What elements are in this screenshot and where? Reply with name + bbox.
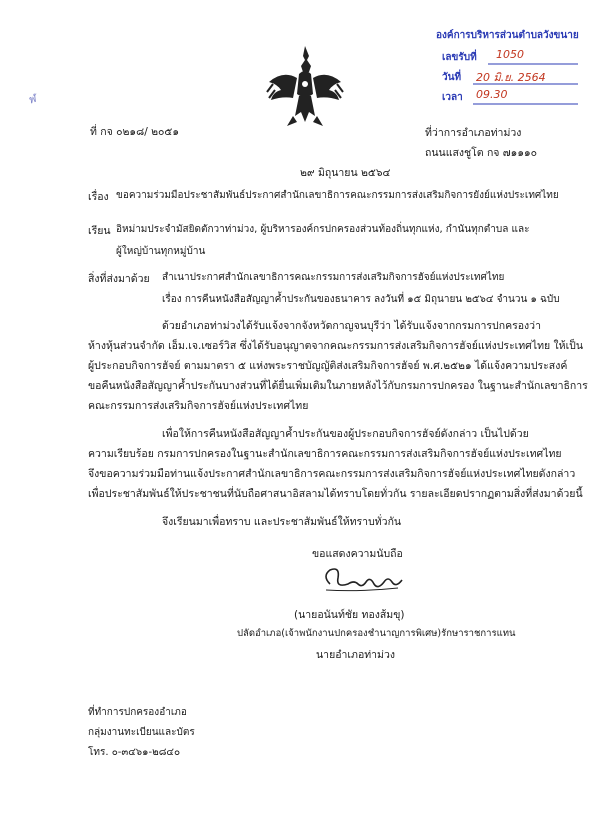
garuda-emblem-icon bbox=[263, 42, 347, 130]
body-para2-line1: เพื่อให้การคืนหนังสือสัญญาค้ำประกันของผู้ประกอบกิจการฮัจย์ดังกล่าว เป็นไปด้วย bbox=[162, 428, 529, 440]
footer-line1: ที่ทำการปกครองอำเภอ bbox=[88, 707, 187, 718]
office-address-line2: ถนนแสงชูโต กจ ๗๑๑๑๐ bbox=[425, 147, 538, 159]
body-para1-line3: ผู้ประกอบกิจการฮัจย์ ตามมาตรา ๕ แห่งพระราชบัญญัติส่งเสริมกิจการฮัจย์ พ.ศ.๒๕๒๑ ได้แจ้งความประสงค์ bbox=[88, 360, 568, 372]
signer-position1: ปลัดอำเภอ(เจ้าพนักงานปกครองชำนาญการพิเศษ)รักษาราชการแทน bbox=[237, 628, 516, 639]
office-address-line1: ที่ว่าการอำเภอท่าม่วง bbox=[425, 127, 522, 139]
addressee-line2: ผู้ใหญ่บ้านทุกหมู่บ้าน bbox=[116, 246, 206, 257]
stamp-date-label: วันที่ bbox=[442, 72, 462, 83]
body-para1-line5: คณะกรรมการส่งเสริมกิจการฮัจย์แห่งประเทศไทย bbox=[88, 400, 309, 412]
regards-text: ขอแสดงความนับถือ bbox=[312, 548, 403, 560]
body-para2-line4: เพื่อประชาสัมพันธ์ให้ประชาชนที่นับถือศาสนาอิสลามได้ทราบโดยทั่วกัน รายละเอียดปรากฏตามสิ่งที่ส่งมาด้วยนี้ bbox=[88, 488, 583, 500]
body-para1-line4: ขอคืนหนังสือสัญญาค้ำประกันบางส่วนที่ได้ยื่นเพิ่มเติมในภายหลังไว้กับกรมการปกครอง ในฐานะสำนักเลขาธิการ bbox=[88, 380, 588, 392]
stamp-office: องค์การบริหารส่วนตำบลวังขนาย bbox=[436, 30, 579, 41]
stamp-receive-no-label: เลขรับที่ bbox=[442, 52, 477, 63]
enclosure-label: สิ่งที่ส่งมาด้วย bbox=[88, 273, 150, 285]
signer-position2: นายอำเภอท่าม่วง bbox=[316, 649, 396, 661]
signer-name: (นายอนันท์ชัย ทองส้มขุ) bbox=[294, 609, 405, 621]
footer-line3: โทร. ๐-๓๔๖๑-๒๘๔๐ bbox=[88, 747, 181, 758]
signature-icon bbox=[318, 562, 408, 598]
enclosure-line2: เรื่อง การคืนหนังสือสัญญาค้ำประกันของธนาคาร ลงวันที่ ๑๕ มิถุนายน ๒๕๖๔ จำนวน ๑ ฉบับ bbox=[162, 294, 560, 305]
enclosure-line1: สำเนาประกาศสำนักเลขาธิการคณะกรรมการส่งเสริมกิจการฮัจย์แห่งประเทศไทย bbox=[162, 272, 505, 283]
margin-handwritten-mark: ฬ bbox=[26, 92, 38, 107]
document-date: ๒๙ มิถุนายน ๒๕๖๔ bbox=[300, 167, 391, 179]
addressee-label: เรียน bbox=[88, 225, 111, 237]
stamp-lines bbox=[428, 22, 596, 118]
closing-text: จึงเรียนมาเพื่อทราบ และประชาสัมพันธ์ให้ทราบทั่วกัน bbox=[162, 516, 402, 528]
body-para1-line2: ห้างหุ้นส่วนจำกัด เอ็ม.เจ.เซอร์วิส ซึ่งได้รับอนุญาตจากคณะกรรมการส่งเสริมกิจการฮัจย์แห่งประเทศไทย ให้เป็น bbox=[88, 340, 584, 352]
stamp-receive-no: 1050 bbox=[496, 48, 524, 61]
stamp-time: 09.30 bbox=[476, 88, 508, 101]
footer-line2: กลุ่มงานทะเบียนและบัตร bbox=[88, 727, 195, 738]
receipt-stamp bbox=[428, 22, 596, 118]
stamp-date: 20 มิ.ย. 2564 bbox=[476, 71, 546, 84]
document-number: ที่ กจ ๐๒๑๘/ ๒๐๕๑ bbox=[90, 126, 180, 138]
body-para2-line2: ความเรียบร้อย กรมการปกครองในฐานะสำนักเลขาธิการคณะกรรมการส่งเสริมกิจการฮัจย์แห่งประเทศไทย bbox=[88, 448, 562, 460]
body-para2-line3: จึงขอความร่วมมือท่านแจ้งประกาศสำนักเลขาธิการคณะกรรมการส่งเสริมกิจการฮัจย์แห่งประเทศไทยดังกล่าว bbox=[88, 468, 576, 480]
stamp-time-label: เวลา bbox=[442, 92, 463, 103]
subject-label: เรื่อง bbox=[88, 191, 109, 203]
addressee-line1: อิหม่ามประจำมัสยิดตักวาท่าม่วง, ผู้บริหารองค์กรปกครองส่วนท้องถิ่นทุกแห่ง, กำนันทุกตำบล และ bbox=[116, 224, 530, 235]
subject-text: ขอความร่วมมือประชาสัมพันธ์ประกาศสำนักเลขาธิการคณะกรรมการส่งเสริมกิจการยังย์แห่งประเทศไทย bbox=[116, 190, 559, 201]
body-para1-line1: ด้วยอำเภอท่าม่วงได้รับแจ้งจากจังหวัดกาญจนบุรีว่า ได้รับแจ้งจากกรมการปกครองว่า bbox=[162, 320, 541, 332]
